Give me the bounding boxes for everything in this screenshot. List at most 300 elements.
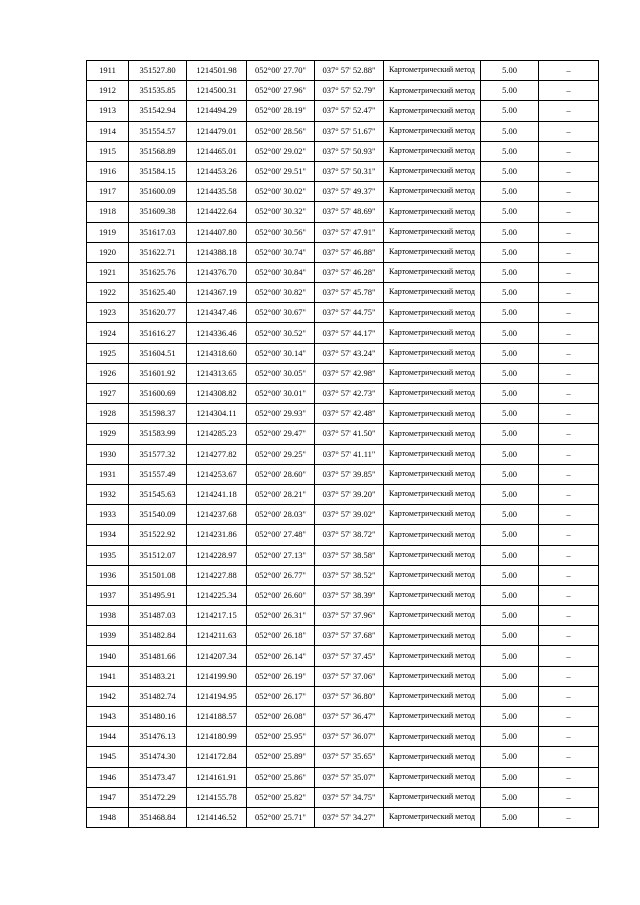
accuracy-cell: 5.00 [481, 242, 539, 262]
table-row [87, 807, 599, 827]
method-cell: Картометрический метод [384, 666, 481, 686]
table-row [87, 767, 599, 787]
note-cell: – [539, 121, 599, 141]
longitude-cell: 037° 57' 44.17" [315, 323, 384, 343]
point-number-cell: 1943 [87, 707, 129, 727]
longitude-cell: 037° 57' 34.75" [315, 787, 384, 807]
table-row [87, 363, 599, 383]
note-cell: – [539, 707, 599, 727]
point-number-cell: 1930 [87, 444, 129, 464]
table-row [87, 81, 599, 101]
longitude-cell: 037° 57' 48.69" [315, 202, 384, 222]
y-coordinate-cell: 1214376.70 [187, 262, 247, 282]
note-cell: – [539, 545, 599, 565]
latitude-cell: 052°00' 27.13" [247, 545, 315, 565]
method-cell: Картометрический метод [384, 424, 481, 444]
x-coordinate-cell: 351535.85 [129, 81, 187, 101]
x-coordinate-cell: 351609.38 [129, 202, 187, 222]
accuracy-cell: 5.00 [481, 747, 539, 767]
method-cell: Картометрический метод [384, 727, 481, 747]
longitude-cell: 037° 57' 36.47" [315, 707, 384, 727]
table-row [87, 626, 599, 646]
accuracy-cell: 5.00 [481, 525, 539, 545]
method-cell: Картометрический метод [384, 283, 481, 303]
table-row [87, 141, 599, 161]
y-coordinate-cell: 1214285.23 [187, 424, 247, 444]
point-number-cell: 1926 [87, 363, 129, 383]
note-cell: – [539, 161, 599, 181]
accuracy-cell: 5.00 [481, 626, 539, 646]
y-coordinate-cell: 1214367.19 [187, 283, 247, 303]
note-cell: – [539, 585, 599, 605]
table-row [87, 242, 599, 262]
longitude-cell: 037° 57' 41.50" [315, 424, 384, 444]
x-coordinate-cell: 351600.09 [129, 182, 187, 202]
note-cell: – [539, 525, 599, 545]
latitude-cell: 052°00' 26.17" [247, 686, 315, 706]
accuracy-cell: 5.00 [481, 61, 539, 81]
method-cell: Картометрический метод [384, 363, 481, 383]
longitude-cell: 037° 57' 50.93" [315, 141, 384, 161]
point-number-cell: 1946 [87, 767, 129, 787]
latitude-cell: 052°00' 25.86" [247, 767, 315, 787]
latitude-cell: 052°00' 28.60" [247, 464, 315, 484]
longitude-cell: 037° 57' 39.20" [315, 484, 384, 504]
accuracy-cell: 5.00 [481, 606, 539, 626]
y-coordinate-cell: 1214277.82 [187, 444, 247, 464]
accuracy-cell: 5.00 [481, 727, 539, 747]
latitude-cell: 052°00' 30.74" [247, 242, 315, 262]
latitude-cell: 052°00' 27.96" [247, 81, 315, 101]
accuracy-cell: 5.00 [481, 303, 539, 323]
note-cell: – [539, 787, 599, 807]
longitude-cell: 037° 57' 46.28" [315, 262, 384, 282]
longitude-cell: 037° 57' 37.96" [315, 606, 384, 626]
latitude-cell: 052°00' 25.95" [247, 727, 315, 747]
point-number-cell: 1917 [87, 182, 129, 202]
accuracy-cell: 5.00 [481, 222, 539, 242]
x-coordinate-cell: 351557.49 [129, 464, 187, 484]
table-row [87, 444, 599, 464]
method-cell: Картометрический метод [384, 343, 481, 363]
y-coordinate-cell: 1214211.63 [187, 626, 247, 646]
note-cell: – [539, 807, 599, 827]
x-coordinate-cell: 351481.66 [129, 646, 187, 666]
point-number-cell: 1942 [87, 686, 129, 706]
x-coordinate-cell: 351474.30 [129, 747, 187, 767]
y-coordinate-cell: 1214388.18 [187, 242, 247, 262]
method-cell: Картометрический метод [384, 242, 481, 262]
point-number-cell: 1934 [87, 525, 129, 545]
point-number-cell: 1939 [87, 626, 129, 646]
method-cell: Картометрический метод [384, 545, 481, 565]
point-number-cell: 1913 [87, 101, 129, 121]
longitude-cell: 037° 57' 38.39" [315, 585, 384, 605]
latitude-cell: 052°00' 26.31" [247, 606, 315, 626]
point-number-cell: 1929 [87, 424, 129, 444]
longitude-cell: 037° 57' 36.07" [315, 727, 384, 747]
accuracy-cell: 5.00 [481, 787, 539, 807]
note-cell: – [539, 182, 599, 202]
note-cell: – [539, 464, 599, 484]
point-number-cell: 1940 [87, 646, 129, 666]
note-cell: – [539, 484, 599, 504]
latitude-cell: 052°00' 30.01" [247, 384, 315, 404]
x-coordinate-cell: 351583.99 [129, 424, 187, 444]
method-cell: Картометрический метод [384, 81, 481, 101]
note-cell: – [539, 646, 599, 666]
table-row [87, 727, 599, 747]
latitude-cell: 052°00' 25.71" [247, 807, 315, 827]
y-coordinate-cell: 1214407.80 [187, 222, 247, 242]
longitude-cell: 037° 57' 38.58" [315, 545, 384, 565]
note-cell: – [539, 81, 599, 101]
accuracy-cell: 5.00 [481, 363, 539, 383]
note-cell: – [539, 283, 599, 303]
table-row [87, 323, 599, 343]
coordinates-table [86, 60, 599, 828]
method-cell: Картометрический метод [384, 202, 481, 222]
method-cell: Картометрический метод [384, 767, 481, 787]
accuracy-cell: 5.00 [481, 424, 539, 444]
method-cell: Картометрический метод [384, 121, 481, 141]
longitude-cell: 037° 57' 36.80" [315, 686, 384, 706]
x-coordinate-cell: 351616.27 [129, 323, 187, 343]
latitude-cell: 052°00' 25.82" [247, 787, 315, 807]
method-cell: Картометрический метод [384, 747, 481, 767]
point-number-cell: 1923 [87, 303, 129, 323]
y-coordinate-cell: 1214465.01 [187, 141, 247, 161]
method-cell: Картометрический метод [384, 464, 481, 484]
accuracy-cell: 5.00 [481, 484, 539, 504]
point-number-cell: 1919 [87, 222, 129, 242]
table-row [87, 404, 599, 424]
point-number-cell: 1911 [87, 61, 129, 81]
latitude-cell: 052°00' 30.56" [247, 222, 315, 242]
latitude-cell: 052°00' 26.60" [247, 585, 315, 605]
point-number-cell: 1924 [87, 323, 129, 343]
accuracy-cell: 5.00 [481, 121, 539, 141]
table-row [87, 747, 599, 767]
x-coordinate-cell: 351522.92 [129, 525, 187, 545]
y-coordinate-cell: 1214188.57 [187, 707, 247, 727]
point-number-cell: 1912 [87, 81, 129, 101]
y-coordinate-cell: 1214227.88 [187, 565, 247, 585]
table-row [87, 464, 599, 484]
table-row [87, 343, 599, 363]
table-row [87, 222, 599, 242]
point-number-cell: 1920 [87, 242, 129, 262]
note-cell: – [539, 384, 599, 404]
point-number-cell: 1925 [87, 343, 129, 363]
note-cell: – [539, 565, 599, 585]
y-coordinate-cell: 1214347.46 [187, 303, 247, 323]
point-number-cell: 1915 [87, 141, 129, 161]
y-coordinate-cell: 1214313.65 [187, 363, 247, 383]
x-coordinate-cell: 351598.37 [129, 404, 187, 424]
longitude-cell: 037° 57' 42.98" [315, 363, 384, 383]
method-cell: Картометрический метод [384, 525, 481, 545]
accuracy-cell: 5.00 [481, 141, 539, 161]
longitude-cell: 037° 57' 52.88" [315, 61, 384, 81]
x-coordinate-cell: 351483.21 [129, 666, 187, 686]
accuracy-cell: 5.00 [481, 464, 539, 484]
x-coordinate-cell: 351568.89 [129, 141, 187, 161]
longitude-cell: 037° 57' 45.78" [315, 283, 384, 303]
point-number-cell: 1945 [87, 747, 129, 767]
point-number-cell: 1935 [87, 545, 129, 565]
note-cell: – [539, 444, 599, 464]
table-row [87, 424, 599, 444]
note-cell: – [539, 323, 599, 343]
point-number-cell: 1936 [87, 565, 129, 585]
x-coordinate-cell: 351577.32 [129, 444, 187, 464]
note-cell: – [539, 606, 599, 626]
accuracy-cell: 5.00 [481, 565, 539, 585]
longitude-cell: 037° 57' 50.31" [315, 161, 384, 181]
x-coordinate-cell: 351625.40 [129, 283, 187, 303]
method-cell: Картометрический метод [384, 61, 481, 81]
longitude-cell: 037° 57' 37.45" [315, 646, 384, 666]
accuracy-cell: 5.00 [481, 505, 539, 525]
longitude-cell: 037° 57' 38.52" [315, 565, 384, 585]
note-cell: – [539, 727, 599, 747]
point-number-cell: 1927 [87, 384, 129, 404]
accuracy-cell: 5.00 [481, 81, 539, 101]
method-cell: Картометрический метод [384, 606, 481, 626]
y-coordinate-cell: 1214435.58 [187, 182, 247, 202]
table-row [87, 202, 599, 222]
longitude-cell: 037° 57' 44.75" [315, 303, 384, 323]
latitude-cell: 052°00' 27.70" [247, 61, 315, 81]
point-number-cell: 1938 [87, 606, 129, 626]
method-cell: Картометрический метод [384, 565, 481, 585]
latitude-cell: 052°00' 29.47" [247, 424, 315, 444]
note-cell: – [539, 505, 599, 525]
y-coordinate-cell: 1214180.99 [187, 727, 247, 747]
method-cell: Картометрический метод [384, 323, 481, 343]
latitude-cell: 052°00' 30.52" [247, 323, 315, 343]
method-cell: Картометрический метод [384, 384, 481, 404]
method-cell: Картометрический метод [384, 787, 481, 807]
y-coordinate-cell: 1214308.82 [187, 384, 247, 404]
longitude-cell: 037° 57' 34.27" [315, 807, 384, 827]
method-cell: Картометрический метод [384, 707, 481, 727]
point-number-cell: 1921 [87, 262, 129, 282]
point-number-cell: 1922 [87, 283, 129, 303]
accuracy-cell: 5.00 [481, 444, 539, 464]
accuracy-cell: 5.00 [481, 323, 539, 343]
method-cell: Картометрический метод [384, 182, 481, 202]
table-row [87, 182, 599, 202]
x-coordinate-cell: 351542.94 [129, 101, 187, 121]
point-number-cell: 1937 [87, 585, 129, 605]
latitude-cell: 052°00' 30.05" [247, 363, 315, 383]
method-cell: Картометрический метод [384, 222, 481, 242]
y-coordinate-cell: 1214241.18 [187, 484, 247, 504]
table-row [87, 101, 599, 121]
table-row [87, 565, 599, 585]
table-row [87, 686, 599, 706]
point-number-cell: 1941 [87, 666, 129, 686]
accuracy-cell: 5.00 [481, 262, 539, 282]
latitude-cell: 052°00' 26.19" [247, 666, 315, 686]
accuracy-cell: 5.00 [481, 686, 539, 706]
x-coordinate-cell: 351601.92 [129, 363, 187, 383]
x-coordinate-cell: 351472.29 [129, 787, 187, 807]
method-cell: Картометрический метод [384, 161, 481, 181]
y-coordinate-cell: 1214228.97 [187, 545, 247, 565]
point-number-cell: 1933 [87, 505, 129, 525]
point-number-cell: 1947 [87, 787, 129, 807]
x-coordinate-cell: 351545.63 [129, 484, 187, 504]
note-cell: – [539, 101, 599, 121]
y-coordinate-cell: 1214194.95 [187, 686, 247, 706]
y-coordinate-cell: 1214237.68 [187, 505, 247, 525]
note-cell: – [539, 222, 599, 242]
table-row [87, 525, 599, 545]
point-number-cell: 1914 [87, 121, 129, 141]
method-cell: Картометрический метод [384, 646, 481, 666]
latitude-cell: 052°00' 30.32" [247, 202, 315, 222]
note-cell: – [539, 686, 599, 706]
point-number-cell: 1944 [87, 727, 129, 747]
y-coordinate-cell: 1214225.34 [187, 585, 247, 605]
x-coordinate-cell: 351482.84 [129, 626, 187, 646]
latitude-cell: 052°00' 26.18" [247, 626, 315, 646]
accuracy-cell: 5.00 [481, 343, 539, 363]
note-cell: – [539, 666, 599, 686]
note-cell: – [539, 61, 599, 81]
x-coordinate-cell: 351600.69 [129, 384, 187, 404]
point-number-cell: 1918 [87, 202, 129, 222]
table-row [87, 646, 599, 666]
latitude-cell: 052°00' 29.02" [247, 141, 315, 161]
x-coordinate-cell: 351501.08 [129, 565, 187, 585]
y-coordinate-cell: 1214422.64 [187, 202, 247, 222]
point-number-cell: 1932 [87, 484, 129, 504]
note-cell: – [539, 343, 599, 363]
accuracy-cell: 5.00 [481, 101, 539, 121]
point-number-cell: 1948 [87, 807, 129, 827]
note-cell: – [539, 242, 599, 262]
accuracy-cell: 5.00 [481, 182, 539, 202]
method-cell: Картометрический метод [384, 141, 481, 161]
x-coordinate-cell: 351620.77 [129, 303, 187, 323]
point-number-cell: 1928 [87, 404, 129, 424]
y-coordinate-cell: 1214231.86 [187, 525, 247, 545]
y-coordinate-cell: 1214500.31 [187, 81, 247, 101]
y-coordinate-cell: 1214253.67 [187, 464, 247, 484]
y-coordinate-cell: 1214494.29 [187, 101, 247, 121]
x-coordinate-cell: 351622.71 [129, 242, 187, 262]
longitude-cell: 037° 57' 35.65" [315, 747, 384, 767]
method-cell: Картометрический метод [384, 626, 481, 646]
longitude-cell: 037° 57' 52.47" [315, 101, 384, 121]
y-coordinate-cell: 1214217.15 [187, 606, 247, 626]
table-row [87, 283, 599, 303]
longitude-cell: 037° 57' 46.88" [315, 242, 384, 262]
longitude-cell: 037° 57' 42.48" [315, 404, 384, 424]
note-cell: – [539, 767, 599, 787]
y-coordinate-cell: 1214304.11 [187, 404, 247, 424]
method-cell: Картометрический метод [384, 303, 481, 323]
note-cell: – [539, 747, 599, 767]
accuracy-cell: 5.00 [481, 161, 539, 181]
table-row [87, 121, 599, 141]
y-coordinate-cell: 1214207.34 [187, 646, 247, 666]
table-row [87, 505, 599, 525]
longitude-cell: 037° 57' 49.37" [315, 182, 384, 202]
note-cell: – [539, 202, 599, 222]
x-coordinate-cell: 351480.16 [129, 707, 187, 727]
latitude-cell: 052°00' 28.19" [247, 101, 315, 121]
y-coordinate-cell: 1214336.46 [187, 323, 247, 343]
note-cell: – [539, 363, 599, 383]
table-row [87, 161, 599, 181]
accuracy-cell: 5.00 [481, 707, 539, 727]
accuracy-cell: 5.00 [481, 384, 539, 404]
x-coordinate-cell: 351554.57 [129, 121, 187, 141]
latitude-cell: 052°00' 30.14" [247, 343, 315, 363]
accuracy-cell: 5.00 [481, 666, 539, 686]
table-row [87, 666, 599, 686]
accuracy-cell: 5.00 [481, 404, 539, 424]
latitude-cell: 052°00' 26.77" [247, 565, 315, 585]
table-row [87, 585, 599, 605]
latitude-cell: 052°00' 30.84" [247, 262, 315, 282]
y-coordinate-cell: 1214146.52 [187, 807, 247, 827]
y-coordinate-cell: 1214199.90 [187, 666, 247, 686]
method-cell: Картометрический метод [384, 404, 481, 424]
longitude-cell: 037° 57' 41.11" [315, 444, 384, 464]
x-coordinate-cell: 351617.03 [129, 222, 187, 242]
table-row [87, 484, 599, 504]
point-number-cell: 1916 [87, 161, 129, 181]
y-coordinate-cell: 1214155.78 [187, 787, 247, 807]
x-coordinate-cell: 351625.76 [129, 262, 187, 282]
accuracy-cell: 5.00 [481, 283, 539, 303]
y-coordinate-cell: 1214161.91 [187, 767, 247, 787]
latitude-cell: 052°00' 30.82" [247, 283, 315, 303]
latitude-cell: 052°00' 29.25" [247, 444, 315, 464]
method-cell: Картометрический метод [384, 444, 481, 464]
note-cell: – [539, 424, 599, 444]
latitude-cell: 052°00' 28.21" [247, 484, 315, 504]
latitude-cell: 052°00' 26.08" [247, 707, 315, 727]
latitude-cell: 052°00' 28.56" [247, 121, 315, 141]
longitude-cell: 037° 57' 35.07" [315, 767, 384, 787]
accuracy-cell: 5.00 [481, 585, 539, 605]
table-row [87, 545, 599, 565]
table-row [87, 262, 599, 282]
x-coordinate-cell: 351476.13 [129, 727, 187, 747]
table-row [87, 787, 599, 807]
table-row [87, 303, 599, 323]
longitude-cell: 037° 57' 47.91" [315, 222, 384, 242]
note-cell: – [539, 303, 599, 323]
x-coordinate-cell: 351584.15 [129, 161, 187, 181]
longitude-cell: 037° 57' 43.24" [315, 343, 384, 363]
point-number-cell: 1931 [87, 464, 129, 484]
y-coordinate-cell: 1214453.26 [187, 161, 247, 181]
accuracy-cell: 5.00 [481, 646, 539, 666]
y-coordinate-cell: 1214479.01 [187, 121, 247, 141]
longitude-cell: 037° 57' 42.73" [315, 384, 384, 404]
latitude-cell: 052°00' 27.48" [247, 525, 315, 545]
table-row [87, 707, 599, 727]
method-cell: Картометрический метод [384, 505, 481, 525]
